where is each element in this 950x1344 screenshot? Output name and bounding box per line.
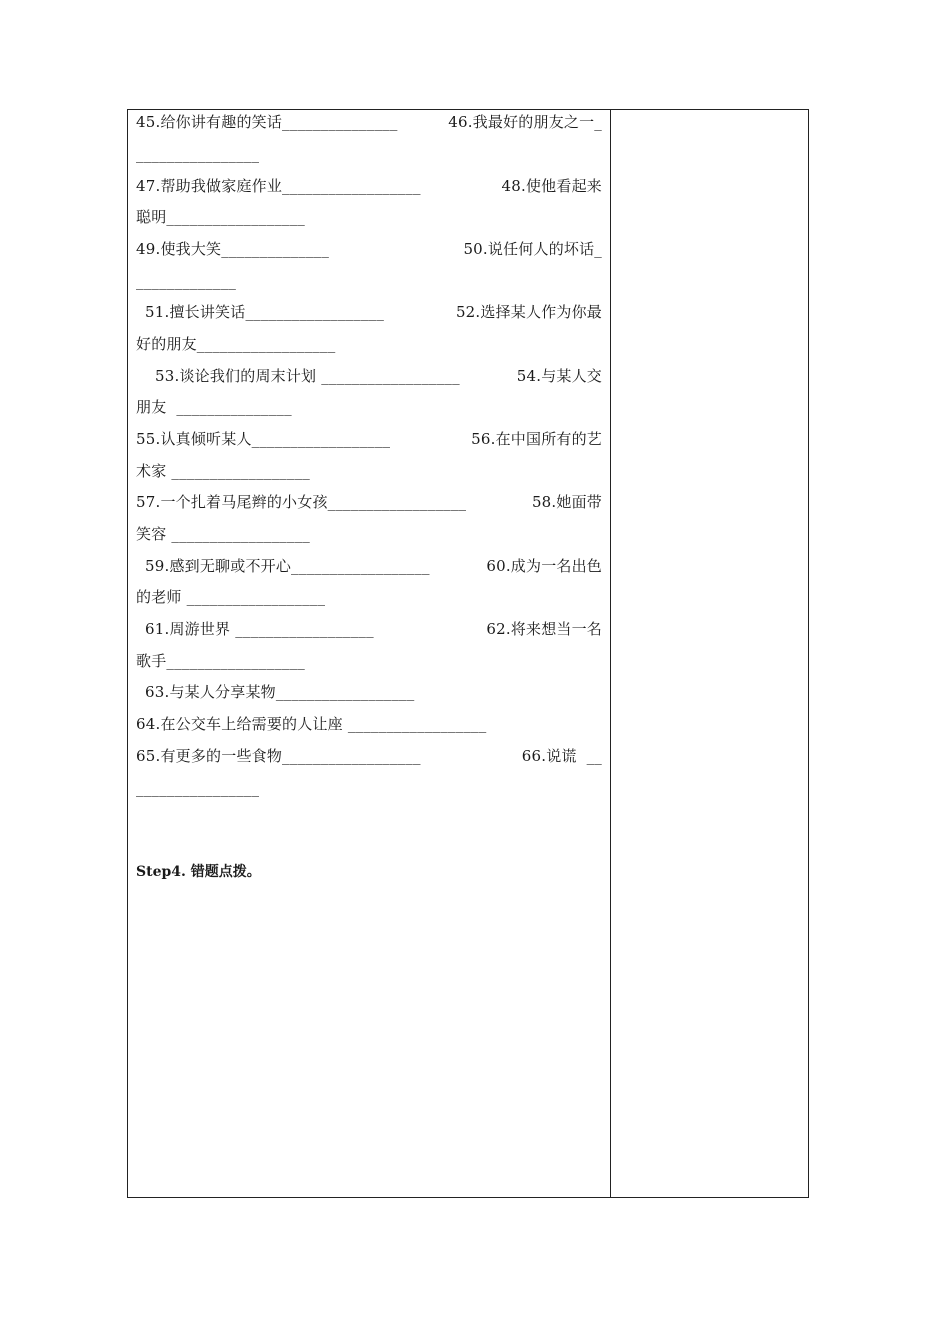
exercise-61: 61.周游世界 __________________: [145, 620, 374, 638]
exercise-56-cont: 术家 __________________: [136, 462, 310, 480]
exercise-52: 52.选择某人作为你最: [455, 303, 602, 321]
worksheet-table: [127, 109, 809, 1198]
exercise-59: 59.感到无聊或不开心__________________: [145, 557, 430, 575]
exercise-51: 51.擅长讲笑话__________________: [145, 303, 385, 321]
exercise-65: 65.有更多的一些食物__________________: [136, 747, 421, 765]
exercise-57: 57.一个扎着马尾辫的小女孩__________________: [136, 493, 467, 511]
exercise-58: 58.她面带: [531, 493, 602, 511]
exercise-46-cont: ________________: [136, 145, 260, 163]
exercise-52-cont: 好的朋友__________________: [136, 335, 336, 353]
exercise-60: 60.成为一名出色: [486, 557, 602, 575]
exercise-63: 63.与某人分享某物__________________: [145, 683, 415, 701]
exercise-64: 64.在公交车上给需要的人让座 __________________: [136, 715, 487, 733]
exercise-54-cont: 朋友 _______________: [136, 398, 292, 416]
exercise-49: 49.使我大笑______________: [136, 240, 330, 258]
exercise-53: 53.谈论我们的周末计划 __________________: [155, 367, 460, 385]
exercise-48: 48.使他看起来: [501, 177, 602, 195]
exercise-62-cont: 歌手__________________: [136, 652, 306, 670]
exercise-56: 56.在中国所有的艺: [471, 430, 602, 448]
exercise-45: 45.给你讲有趣的笑话_______________: [136, 113, 398, 131]
exercise-cell: [128, 110, 611, 1197]
exercise-48-cont: 聪明__________________: [136, 208, 306, 226]
exercise-46: 46.我最好的朋友之一_: [448, 113, 602, 131]
step4-heading: Step4. 错题点拨。: [136, 864, 261, 880]
exercise-47: 47.帮助我做家庭作业__________________: [136, 177, 421, 195]
exercise-54: 54.与某人交: [516, 367, 602, 385]
notes-cell: [611, 110, 808, 1197]
exercise-58-cont: 笑容 __________________: [136, 525, 310, 543]
exercise-66: 66.说谎 __: [521, 747, 602, 765]
exercise-55: 55.认真倾听某人__________________: [136, 430, 391, 448]
exercise-62: 62.将来想当一名: [486, 620, 602, 638]
exercise-50-cont: _____________: [136, 272, 237, 290]
exercise-60-cont: 的老师 __________________: [136, 588, 326, 606]
exercise-50: 50.说任何人的坏话_: [463, 240, 602, 258]
exercise-66-cont: ________________: [136, 779, 260, 797]
